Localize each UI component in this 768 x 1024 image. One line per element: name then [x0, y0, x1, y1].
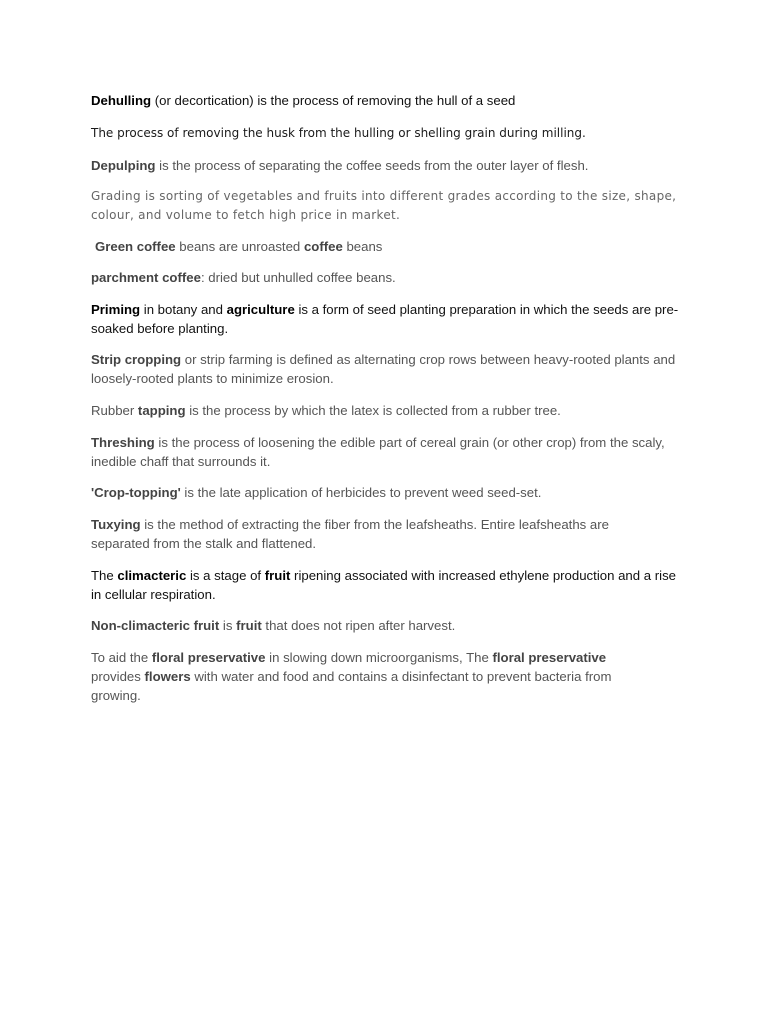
paragraph-text: The: [91, 568, 118, 583]
paragraph-text: Rubber: [91, 403, 138, 418]
paragraph-dehulling: [91, 91, 691, 110]
paragraph-text: or strip farming is defined as alternating crop rows between heavy-rooted plants and loosely-rooted plants to minimize erosion.: [91, 352, 676, 386]
term-fruit: fruit: [236, 618, 262, 633]
paragraph-text: To aid the: [91, 650, 152, 665]
paragraph-text: is: [219, 618, 237, 633]
paragraph-rubber-tapping: [91, 401, 691, 420]
paragraph-text: is a form of seed planting preparation in which the seeds are pre-soaked before planting.: [91, 302, 679, 336]
paragraph-text: is the process by which the latex is collected from a rubber tree.: [185, 403, 561, 418]
term-green-coffee: Green coffee: [95, 239, 176, 254]
paragraph-text: (or decortication) is the process of removing the hull of a seed: [151, 93, 516, 108]
paragraph-text: in slowing down microorganisms, The: [265, 650, 493, 665]
paragraph-threshing: [91, 433, 666, 471]
term-crop-topping: 'Crop-topping': [91, 485, 181, 500]
paragraph-text: that does not ripen after harvest.: [261, 618, 456, 633]
paragraph-text: : dried but unhulled coffee beans.: [200, 270, 396, 285]
paragraph-text: beans: [342, 239, 383, 254]
paragraph-text: is a stage of: [186, 568, 265, 583]
term-tapping: tapping: [137, 403, 186, 418]
paragraph-depulping: [91, 156, 691, 175]
paragraph-husk: [91, 124, 691, 143]
paragraph-text: is the process of loosening the edible part of cereal grain (or other crop) from the scaly, inedible chaff that surrounds it.: [91, 435, 665, 469]
paragraph-text: is the method of extracting the fiber from the leafsheaths. Entire leafsheaths are separated from the stalk and flattened.: [91, 517, 609, 551]
paragraph-climacteric: [91, 566, 687, 604]
term-strip-cropping: Strip cropping: [91, 352, 182, 367]
term-depulping: Depulping: [91, 158, 156, 173]
term-tuxying: Tuxying: [91, 517, 141, 532]
paragraph-text: The process of removing the husk from the hulling or shelling grain during milling.: [91, 126, 586, 140]
paragraph-text: is the late application of herbicides to prevent weed seed-set.: [180, 485, 542, 500]
paragraph-tuxying: [91, 515, 651, 553]
term-non-climacteric-fruit: Non-climacteric fruit: [91, 618, 220, 633]
term-flowers: flowers: [144, 669, 191, 684]
paragraph-non-climacteric: [91, 616, 691, 635]
term-floral-preservative: floral preservative: [151, 650, 266, 665]
paragraph-priming: [91, 300, 683, 338]
term-agriculture: agriculture: [226, 302, 295, 317]
paragraph-text: provides: [91, 669, 145, 684]
term-dehulling: Dehulling: [91, 93, 152, 108]
term-threshing: Threshing: [91, 435, 155, 450]
term-priming: Priming: [91, 302, 141, 317]
paragraph-text: in botany and: [140, 302, 227, 317]
paragraph-text: ripening associated with increased ethylene production and a rise in cellular respiration.: [91, 568, 676, 602]
term-parchment-coffee: parchment coffee: [91, 270, 201, 285]
paragraph-text: with water and food and contains a disinfectant to prevent bacteria from growing.: [91, 669, 612, 703]
paragraph-text: is the process of separating the coffee seeds from the outer layer of flesh.: [155, 158, 589, 173]
paragraph-crop-topping: [91, 483, 691, 502]
paragraph-text: Grading is sorting of vegetables and fruits into different grades according to the size, shape, colour, and volume to fetch high price in market.: [91, 189, 677, 222]
paragraph-floral-preservative: [91, 648, 651, 705]
term-climacteric: climacteric: [117, 568, 187, 583]
paragraph-text: beans are unroasted: [175, 239, 304, 254]
paragraph-parchment-coffee: [91, 268, 691, 287]
term-fruit: fruit: [264, 568, 291, 583]
paragraph-strip-cropping: [91, 350, 683, 388]
term-floral-preservative: floral preservative: [492, 650, 607, 665]
term-coffee: coffee: [303, 239, 343, 254]
paragraph-green-coffee: [91, 237, 695, 256]
paragraph-grading: [91, 187, 685, 225]
